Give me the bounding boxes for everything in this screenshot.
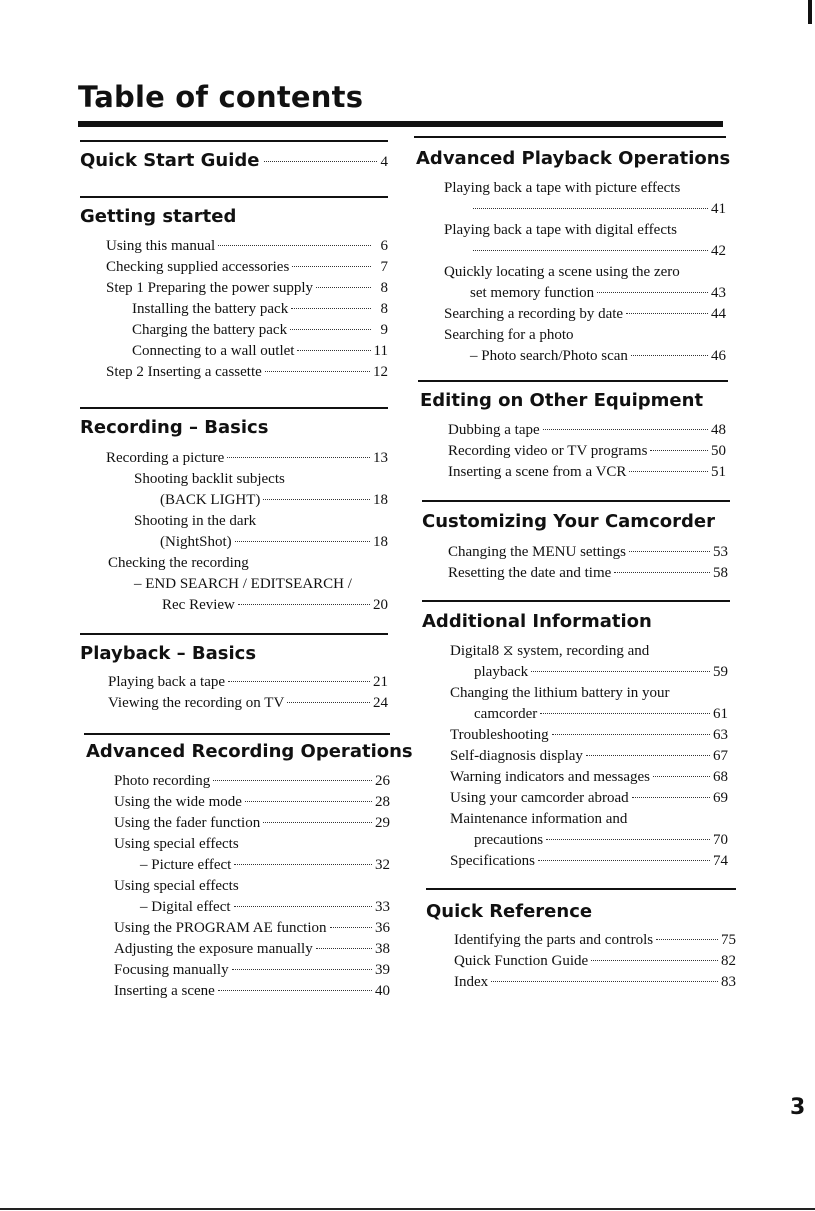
toc-heading-recording-basics: Recording – Basics xyxy=(80,417,269,438)
page-title: Table of contents xyxy=(78,80,364,114)
toc-entry[interactable]: Identifying the parts and controls 75 xyxy=(454,932,736,948)
section-rule xyxy=(426,888,736,890)
toc-entry[interactable]: Step 1 Preparing the power supply 8 xyxy=(106,280,388,296)
toc-entry[interactable]: Index 83 xyxy=(454,974,736,990)
bottom-edge-line xyxy=(0,1208,815,1210)
toc-entry[interactable]: Using the PROGRAM AE function 36 xyxy=(114,920,390,936)
toc-entry[interactable]: 42 xyxy=(444,241,726,262)
customizing-list xyxy=(448,542,728,584)
toc-entry[interactable]: – Photo search/Photo scan 46 xyxy=(470,348,726,364)
page-number: 3 xyxy=(790,1095,806,1120)
section-rule xyxy=(80,140,388,142)
getting-started-list xyxy=(106,236,388,383)
toc-entry[interactable]: Troubleshooting 63 xyxy=(450,727,728,743)
section-rule xyxy=(84,733,390,735)
toc-entry[interactable]: Viewing the recording on TV 24 xyxy=(108,695,388,711)
toc-entry[interactable]: Quick Function Guide 82 xyxy=(454,953,736,969)
toc-entry[interactable]: camcorder 61 xyxy=(474,706,728,722)
toc-entry[interactable]: Using the wide mode 28 xyxy=(114,794,390,810)
toc-heading-quick-start[interactable] xyxy=(80,150,388,171)
toc-heading-customizing: Customizing Your Camcorder xyxy=(422,511,715,532)
toc-entry[interactable]: Installing the battery pack 8 xyxy=(132,301,388,317)
toc-entry[interactable]: – Digital effect 33 xyxy=(140,899,390,915)
toc-entry[interactable]: Self-diagnosis display 67 xyxy=(450,748,728,764)
toc-entry[interactable]: Resetting the date and time 58 xyxy=(448,565,728,581)
toc-entry[interactable]: (BACK LIGHT) 18 xyxy=(160,492,388,508)
toc-entry[interactable]: Using this manual 6 xyxy=(106,238,388,254)
toc-entry[interactable]: Inserting a scene 40 xyxy=(114,983,390,999)
toc-entry[interactable]: set memory function 43 xyxy=(470,285,726,301)
toc-entry[interactable]: Recording a picture 13 xyxy=(106,450,388,466)
toc-entry-head: Digital8 ⧖ system, recording and xyxy=(450,643,650,659)
advanced-recording-list xyxy=(114,771,390,1002)
additional-list xyxy=(450,641,728,872)
toc-entry[interactable]: Recording video or TV programs 50 xyxy=(448,443,726,459)
toc-heading-advanced-recording: Advanced Recording Operations xyxy=(86,741,413,762)
title-rule xyxy=(78,121,723,127)
toc-entry-head: Playing back a tape with digital effects xyxy=(444,222,677,238)
toc-entry[interactable]: Adjusting the exposure manually 38 xyxy=(114,941,390,957)
toc-entry[interactable]: Checking supplied accessories 7 xyxy=(106,259,388,275)
toc-entry-head: Maintenance information and xyxy=(450,811,628,827)
toc-entry-head: Shooting in the dark xyxy=(134,513,257,529)
toc-entry[interactable]: Photo recording 26 xyxy=(114,773,390,789)
section-rule xyxy=(80,407,388,409)
leader-dots xyxy=(264,161,377,162)
toc-heading-editing: Editing on Other Equipment xyxy=(420,390,704,411)
toc-entry[interactable]: Searching a recording by date 44 xyxy=(444,306,726,322)
section-rule xyxy=(80,196,388,198)
toc-entry-head: Using special effects xyxy=(114,878,239,894)
toc-entry-head: Playing back a tape with picture effects xyxy=(444,180,681,196)
section-rule xyxy=(422,500,730,502)
toc-entry-head: Shooting backlit subjects xyxy=(134,471,285,487)
toc-entry[interactable]: Warning indicators and messages 68 xyxy=(450,769,728,785)
toc-entry[interactable]: playback 59 xyxy=(474,664,728,680)
corner-mark xyxy=(808,0,812,24)
toc-entry[interactable]: Using your camcorder abroad 69 xyxy=(450,790,728,806)
toc-entry[interactable]: Specifications 74 xyxy=(450,853,728,869)
section-rule xyxy=(414,136,726,138)
toc-entry[interactable]: Rec Review 20 xyxy=(162,597,388,613)
toc-entry[interactable]: Inserting a scene from a VCR 51 xyxy=(448,464,726,480)
quick-reference-list xyxy=(454,930,736,993)
toc-entry-head: Changing the lithium battery in your xyxy=(450,685,670,701)
toc-heading-getting-started: Getting started xyxy=(80,206,237,227)
toc-entry[interactable]: Playing back a tape 21 xyxy=(108,674,388,690)
toc-entry[interactable]: precautions 70 xyxy=(474,832,728,848)
toc-heading-additional: Additional Information xyxy=(422,611,652,632)
toc-heading-playback-basics: Playback – Basics xyxy=(80,643,257,664)
toc-entry[interactable]: Step 2 Inserting a cassette 12 xyxy=(106,364,388,380)
section-rule xyxy=(418,380,728,382)
toc-entry[interactable]: Changing the MENU settings 53 xyxy=(448,544,728,560)
section-rule xyxy=(80,633,388,635)
heading-text: Quick Start Guide xyxy=(80,150,260,171)
toc-entry[interactable]: – Picture effect 32 xyxy=(140,857,390,873)
toc-entry[interactable]: (NightShot) 18 xyxy=(160,534,388,550)
toc-entry-head: Searching for a photo xyxy=(444,327,574,343)
section-rule xyxy=(422,600,730,602)
advanced-playback-list xyxy=(444,178,726,367)
toc-heading-advanced-playback: Advanced Playback Operations xyxy=(416,148,731,169)
toc-entry[interactable]: 41 xyxy=(444,199,726,220)
editing-list xyxy=(448,420,726,483)
toc-entry-head: Using special effects xyxy=(114,836,239,852)
toc-entry[interactable]: Dubbing a tape 48 xyxy=(448,422,726,438)
toc-heading-quick-reference: Quick Reference xyxy=(426,901,593,922)
toc-entry[interactable]: Charging the battery pack 9 xyxy=(132,322,388,338)
recording-basics-list xyxy=(106,448,388,616)
page-ref: 4 xyxy=(380,154,388,170)
playback-basics-list xyxy=(108,672,388,714)
toc-entry-head: Quickly locating a scene using the zero xyxy=(444,264,680,280)
toc-entry-head: Checking the recording xyxy=(108,555,249,571)
toc-entry[interactable]: Connecting to a wall outlet 11 xyxy=(132,343,388,359)
toc-entry[interactable]: Focusing manually 39 xyxy=(114,962,390,978)
toc-entry[interactable]: Using the fader function 29 xyxy=(114,815,390,831)
toc-entry-head: – END SEARCH / EDITSEARCH / xyxy=(134,576,352,592)
